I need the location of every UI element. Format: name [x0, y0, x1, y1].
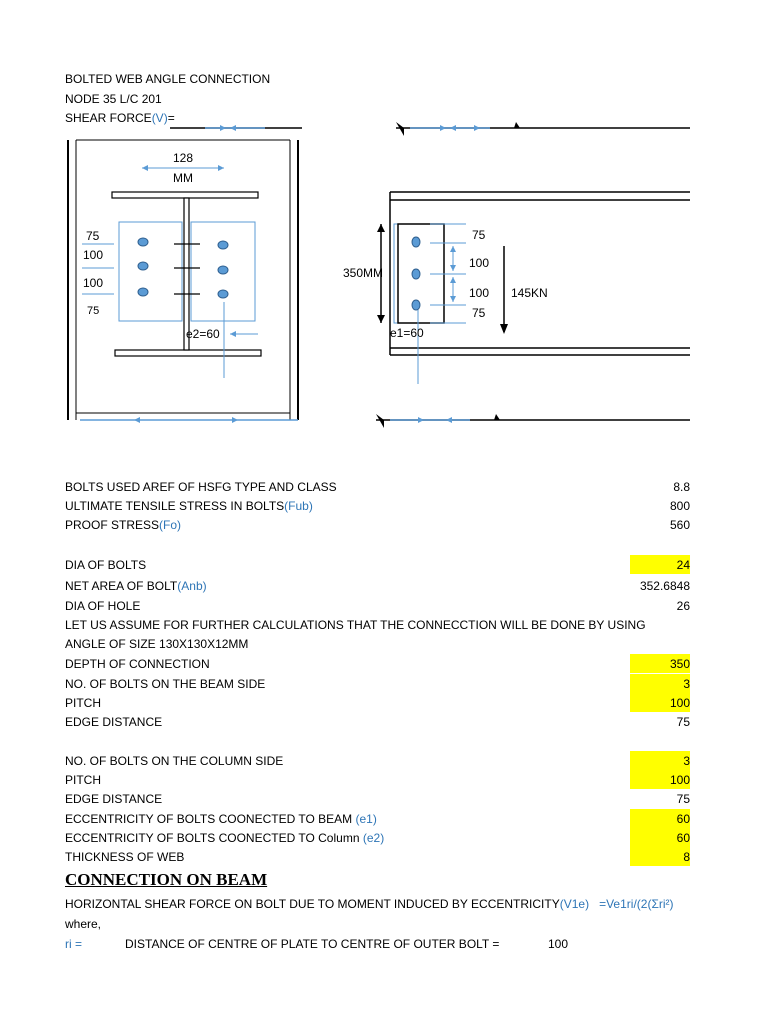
row-beam-edge-label: EDGE DISTANCE — [65, 715, 163, 729]
beam-top-flange — [112, 192, 258, 198]
row-dia-label: DIA OF BOLTS — [65, 558, 147, 572]
row-fub-value: 800 — [669, 499, 690, 513]
row-bolt-class-label: BOLTS USED AREF OF HSFG TYPE AND CLASS — [65, 480, 337, 494]
row-depth-value: 350 — [669, 657, 690, 671]
row-anb-label — [65, 578, 207, 594]
row-beam-pitch-value: 100 — [669, 696, 690, 710]
highlight-web — [630, 847, 690, 866]
row-column-edge-value: 75 — [676, 792, 690, 806]
left-dim-75-bottom: 75 — [87, 305, 100, 317]
row-column-bolts-value: 3 — [683, 754, 690, 768]
depth-label: 350MM — [343, 266, 384, 280]
row-e1-symbol: (e1) — [355, 812, 377, 826]
assume-line-2: ANGLE OF SIZE 130X130X12MM — [65, 637, 249, 651]
row-web-label: THICKNESS OF WEB — [65, 850, 185, 864]
row-anb-text: NET AREA OF BOLT — [65, 579, 178, 593]
row-beam-edge-value: 75 — [676, 715, 690, 729]
row-e1-label — [65, 811, 377, 827]
row-column-edge-label: EDGE DISTANCE — [65, 792, 163, 806]
force-label: 145KN — [511, 286, 548, 300]
where-label: where, — [65, 917, 102, 931]
highlight-column-bolts — [630, 751, 690, 770]
row-e2-symbol: (e2) — [362, 831, 385, 845]
section-title: CONNECTION ON BEAM — [65, 870, 268, 889]
row-e2-value: 60 — [676, 831, 690, 845]
width-value: 128 — [173, 151, 194, 165]
horizontal-shear-line — [65, 896, 674, 912]
assume-line-1: LET US ASSUME FOR FURTHER CALCULATIONS THAT THE CONNECCTION WILL BE DONE BY USING — [65, 618, 646, 632]
row-beam-bolts-value: 3 — [683, 677, 690, 691]
shear-force-text: SHEAR FORCE — [65, 111, 152, 125]
angle-plate-left — [119, 222, 182, 321]
row-beam-bolts-label: NO. OF BOLTS ON THE BEAM SIDE — [65, 677, 266, 691]
e2-label: e2=60 — [186, 327, 220, 341]
connection-diagram — [0, 0, 768, 440]
horizontal-shear-text: HORIZONTAL SHEAR FORCE ON BOLT DUE TO MOMENT INDUCED BY ECCENTRICITY — [65, 897, 560, 911]
ri-label: ri = — [65, 937, 83, 951]
e1-label: e1=60 — [390, 326, 424, 340]
row-proof-value: 560 — [669, 518, 690, 532]
ri-description: DISTANCE OF CENTRE OF PLATE TO CENTRE OF OUTER BOLT = — [125, 937, 500, 951]
beam-bottom-flange — [115, 350, 261, 356]
horizontal-shear-symbol: (V1e) — [559, 897, 590, 911]
row-e2-text: ECCENTRICITY OF BOLTS COONECTED TO Column — [65, 831, 360, 845]
row-anb-symbol: (Anb) — [177, 579, 207, 593]
row-e1-value: 60 — [676, 812, 690, 826]
row-hole-value: 26 — [676, 599, 690, 613]
row-fub-symbol: (Fub) — [284, 499, 313, 513]
left-dim-75-top: 75 — [86, 229, 100, 243]
right-dim-100-a: 100 — [469, 256, 490, 270]
shear-force-eq: = — [167, 111, 175, 125]
row-fub-text: ULTIMATE TENSILE STRESS IN BOLTS — [65, 499, 285, 513]
left-dim-100-b: 100 — [83, 276, 104, 290]
row-proof-symbol: (Fo) — [159, 518, 182, 532]
width-unit: MM — [173, 171, 193, 185]
row-column-pitch-value: 100 — [669, 773, 690, 787]
row-e2-label — [65, 830, 384, 846]
row-column-bolts-label: NO. OF BOLTS ON THE COLUMN SIDE — [65, 754, 284, 768]
row-web-value: 8 — [683, 850, 690, 864]
row-bolt-class-value: 8.8 — [673, 480, 690, 494]
document-title: BOLTED WEB ANGLE CONNECTION — [65, 72, 271, 86]
right-dim-75-top: 75 — [472, 228, 486, 242]
right-dim-100-b: 100 — [469, 286, 490, 300]
highlight-beam-bolts — [630, 674, 690, 693]
node-label: NODE 35 L/C 201 — [65, 92, 162, 106]
row-proof-text: PROOF STRESS — [65, 518, 160, 532]
shear-force-symbol: (V) — [151, 111, 168, 125]
row-column-pitch-label: PITCH — [65, 773, 101, 787]
horizontal-shear-formula: =Ve1ri/(2(Σri²) — [599, 897, 674, 911]
row-proof-label — [65, 517, 181, 533]
row-beam-pitch-label: PITCH — [65, 696, 101, 710]
ri-value: 100 — [548, 937, 569, 951]
row-fub-label — [65, 498, 313, 514]
row-anb-value: 352.6848 — [639, 579, 690, 593]
right-dim-75-bottom: 75 — [472, 306, 486, 320]
left-dim-100-a: 100 — [83, 248, 104, 262]
row-e1-text: ECCENTRICITY OF BOLTS COONECTED TO BEAM — [65, 812, 353, 826]
row-dia-value: 24 — [676, 558, 690, 572]
row-depth-label: DEPTH OF CONNECTION — [65, 657, 210, 671]
row-hole-label: DIA OF HOLE — [65, 599, 141, 613]
